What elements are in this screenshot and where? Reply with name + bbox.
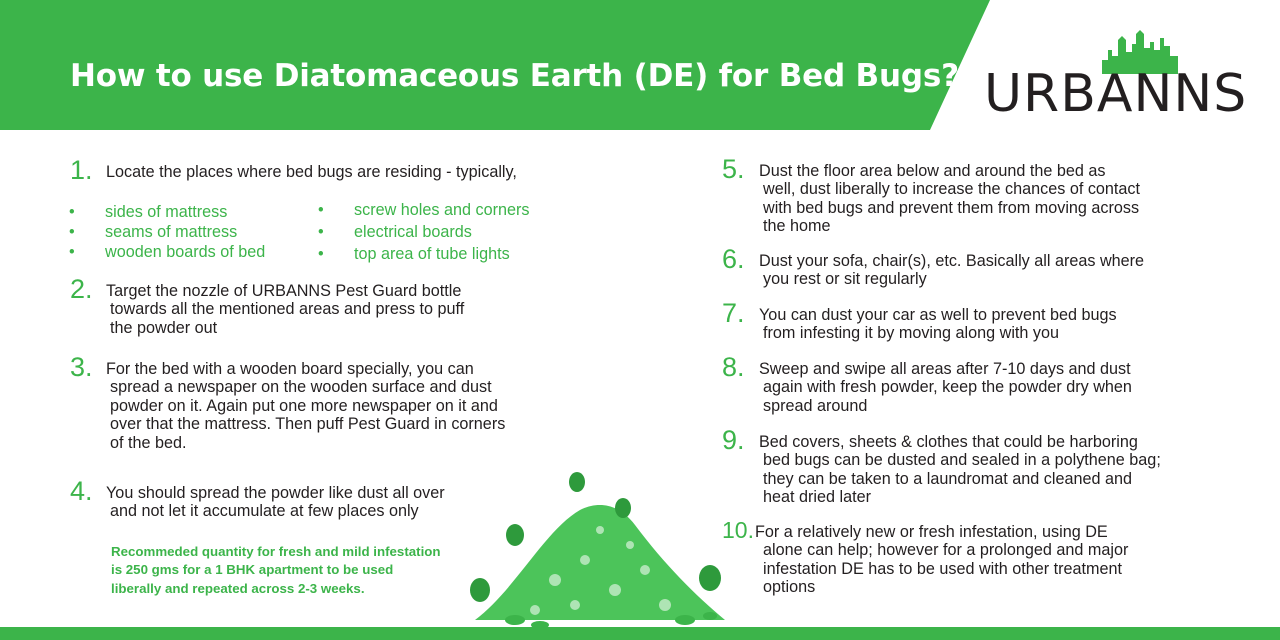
page-title: How to use Diatomaceous Earth (DE) for Bed Bugs? <box>70 58 959 94</box>
de-powder-pile-with-bed-bugs-icon <box>455 470 735 630</box>
step-number: 6. <box>722 244 745 274</box>
step-text: Dust the floor area below and around the bed as well, dust liberally to increase the chances of contact with bed bugs and prevent them from moving across the home <box>759 162 1141 236</box>
urbanns-logo <box>984 30 1248 124</box>
logo-text: URBANNS <box>984 64 1248 124</box>
step-text: Sweep and swipe all areas after 7-10 days and dust again with fresh powder, keep the powder dry when spread around <box>759 360 1132 415</box>
step-number: 10. <box>722 517 754 543</box>
step-text: Dust your sofa, chair(s), etc. Basically all areas where you rest or sit regularly <box>759 252 1145 289</box>
step-number: 9. <box>722 425 745 455</box>
step-text: Target the nozzle of URBANNS Pest Guard bottle towards all the mentioned areas and press to puff the powder out <box>106 282 465 337</box>
step-text: Locate the places where bed bugs are residing - typically, <box>106 163 517 181</box>
step-number: 7. <box>722 298 745 328</box>
step-text: For a relatively new or fresh infestation, using DE alone can help; however for a prolonged and major infestation DE has to be used with other treatment options <box>755 523 1129 597</box>
step-number: 1. <box>70 155 93 185</box>
recommended-quantity-note: Recommeded quantity for fresh and mild infestation is 250 gms for a 1 BHK apartment to be used liberally and repeated across 2-3 weeks. <box>111 544 441 596</box>
step-text: For the bed with a wooden board specially, you can spread a newspaper on the wooden surface and dust powder on it. Again put one more newspaper on it and over that the mattress. Then puff Pest Guard in corners of the bed. <box>106 360 506 452</box>
step-number: 2. <box>70 274 93 304</box>
step-number: 8. <box>722 352 745 382</box>
step-text: Bed covers, sheets & clothes that could be harboring bed bugs can be dusted and sealed in a polythene bag; they can be taken to a laundromat and cleaned and heat dried later <box>759 433 1161 507</box>
step-number: 4. <box>70 476 93 506</box>
step-number: 5. <box>722 154 745 184</box>
step-number: 3. <box>70 352 93 382</box>
step-text: You can dust your car as well to prevent bed bugs from infesting it by moving along with you <box>759 306 1117 343</box>
footer-bar <box>0 627 1280 640</box>
step-text: You should spread the powder like dust all over and not let it accumulate at few places only <box>106 484 445 521</box>
